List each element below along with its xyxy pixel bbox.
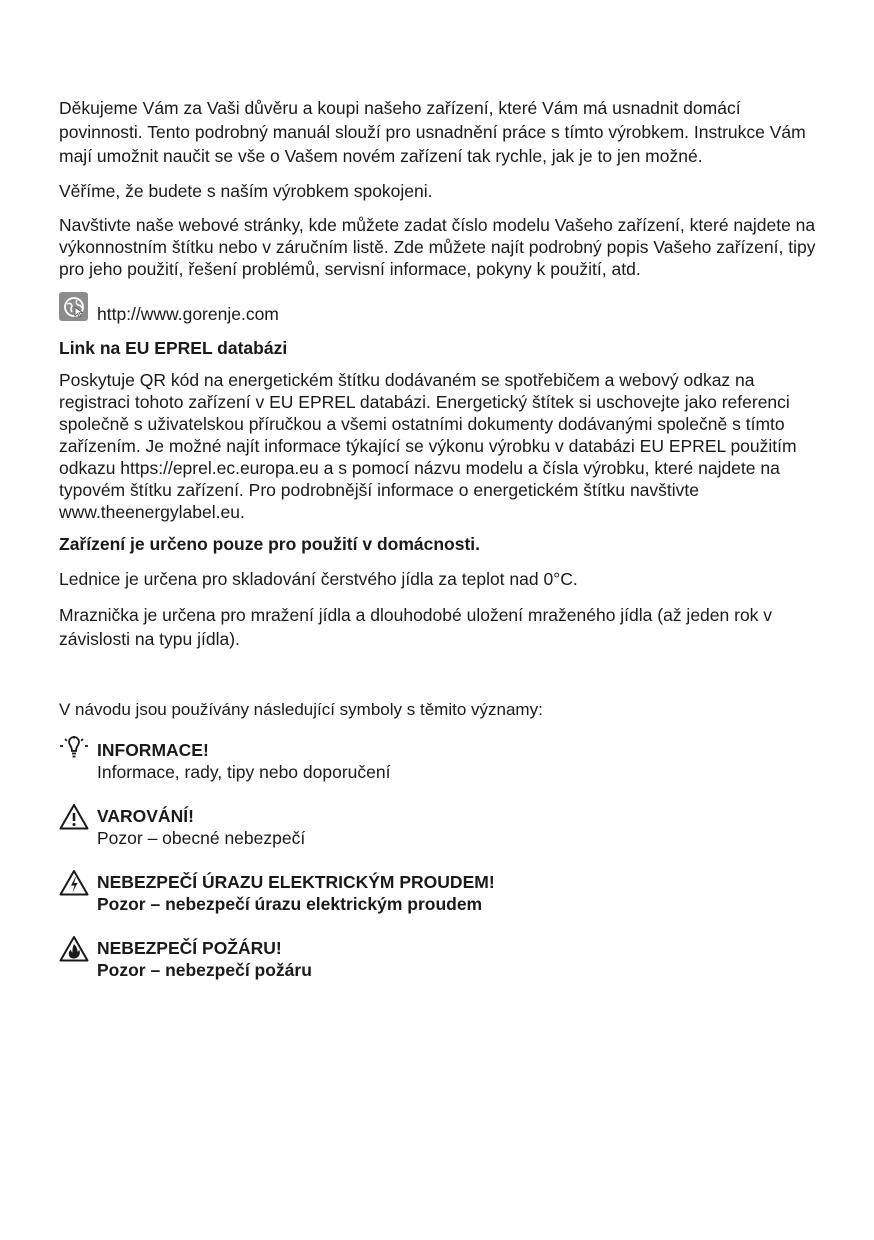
symbol-information bbox=[59, 739, 819, 783]
fire-hazard-icon bbox=[59, 934, 89, 964]
freezer-usage-paragraph: Mraznička je určena pro mražení jídla a dlouhodobé uložení mraženého jídla (až jeden rok v závislosti na typu jídla). bbox=[59, 605, 773, 649]
satisfaction-paragraph: Věříme, že budete s naším výrobkem spokojeni. bbox=[59, 181, 433, 201]
electric-hazard-icon bbox=[59, 868, 89, 898]
symbol-description: Pozor – obecné nebezpečí bbox=[97, 828, 306, 848]
symbol-title: NEBEZPEČÍ ÚRAZU ELEKTRICKÝM PROUDEM! bbox=[97, 872, 495, 892]
fridge-usage-paragraph: Lednice je určena pro skladování čerstvého jídla za teplot nad 0°C. bbox=[59, 569, 578, 589]
symbol-electric-hazard bbox=[59, 871, 819, 915]
website-link[interactable]: http://www.gorenje.com bbox=[97, 304, 279, 324]
symbol-description: Pozor – nebezpečí úrazu elektrickým proudem bbox=[97, 894, 483, 914]
symbol-title: INFORMACE! bbox=[97, 740, 209, 760]
symbols-intro: V návodu jsou používány následující symboly s těmito významy: bbox=[59, 700, 543, 719]
warning-triangle-icon bbox=[59, 802, 89, 832]
symbol-fire-hazard bbox=[59, 937, 819, 981]
household-use-heading: Zařízení je určeno pouze pro použití v domácnosti. bbox=[59, 534, 481, 554]
symbol-description: Pozor – nebezpečí požáru bbox=[97, 960, 312, 980]
symbol-title: VAROVÁNÍ! bbox=[97, 806, 194, 826]
website-info-paragraph: Navštivte naše webové stránky, kde můžete zadat číslo modelu Vašeho zařízení, které najdete na výkonnostním štítku nebo v záručním listě. Zde můžete najít podrobný popis Vašeho zařízení, tipy pro jeho použití, řešení problémů, servisní informace, pokyny k použití, atd. bbox=[59, 215, 816, 279]
globe-cursor-icon bbox=[59, 292, 88, 321]
lightbulb-icon bbox=[59, 736, 89, 766]
eprel-paragraph: Poskytuje QR kód na energetickém štítku dodávaném se spotřebičem a webový odkaz na registraci tohoto zařízení v EU EPREL databázi. Energetický štítek si uschovejte jako referenci společně s uživatelskou příručkou a všemi ostatními dokumenty dodávanými společně s tímto zařízením. Je možné najít informace týkající se výkonu výrobku v databázi EU EPREL použitím odkazu https://eprel.ec.europa.eu a s pomocí názvu modelu a čísla výrobku, které najdete na typovém štítku zařízení. Pro podrobnější informace o energetickém štítku navštivte www.theenergylabel.eu. bbox=[59, 370, 797, 522]
website-row bbox=[59, 292, 819, 324]
eprel-heading: Link na EU EPREL databázi bbox=[59, 338, 288, 358]
symbol-warning bbox=[59, 805, 819, 849]
intro-paragraph: Děkujeme Vám za Vaši důvěru a koupi našeho zařízení, které Vám má usnadnit domácí povinnosti. Tento podrobný manuál slouží pro usnadnění práce s tímto výrobkem. Instrukce Vám mají umožnit naučit se vše o Vašem novém zařízení tak rychle, jak je to jen možné. bbox=[59, 98, 806, 166]
manual-page bbox=[59, 96, 819, 981]
symbol-description: Informace, rady, tipy nebo doporučení bbox=[97, 762, 391, 782]
symbol-title: NEBEZPEČÍ POŽÁRU! bbox=[97, 938, 282, 958]
